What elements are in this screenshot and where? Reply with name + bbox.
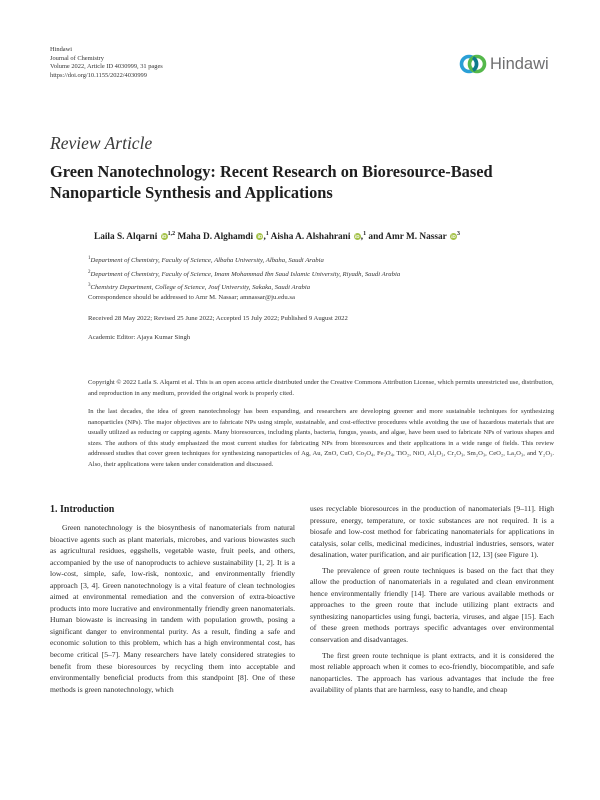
affiliation-ref: 1,2	[167, 231, 176, 237]
abstract-formula: Co₃O₄	[356, 450, 374, 458]
affiliation-ref: 1	[363, 231, 367, 237]
affiliations	[88, 253, 400, 294]
affiliation-item: $^1$Department of Chemistry, Faculty of Science, Albaha University, Albaha, Saudi Arabia	[88, 256, 324, 265]
abstract-formula: CeO₂	[488, 450, 504, 458]
right-column	[310, 503, 554, 696]
author-name[interactable]: Maha D. Alghamdi	[177, 232, 254, 243]
affiliation-item: $^2$Department of Chemistry, Faculty of Science, Imam Mohammad Ibn Saud Islamic University, Riyadh, Saudi Arabia	[88, 269, 401, 278]
hindawi-logo[interactable]	[458, 44, 553, 84]
publisher-name: Hindawi	[50, 46, 73, 53]
affiliation-ref: 1	[265, 231, 269, 237]
author-conjunction: and	[368, 232, 384, 243]
paragraph: The first green route technique is plant extracts, and it is considered the most reliable approach when it comes to eco-friendly, biocompatible, and safe nanoparticles. The approach has various advantages that include the free availability of plants that are harmless, easy to handle, and cheap	[310, 650, 554, 695]
abstract-tail: . Also, their applications were taken under consideration and discussed.	[88, 450, 555, 468]
paragraph: Green nanotechnology is the biosynthesis of nanomaterials from natural bioactive agents such as plant materials, microbes, and various biowastes such as agricultural residues, eggshells, vegetable waste, fruit peels, and others, accompanied by the use of nanoproducts to achieve sustainability [1, 2]. It is a low-cost, simple, safe, low-risk, nontoxic, and environmentally friendly approach [3, 4]. Green nanotechnology is a vital feature of clean technologies aimed at environmental remediation and the conversion of extra-bioactive products into more lucrative and environmentally friendly green nanomaterials. Human biowaste is increasing in tandem with population growth, posing a significant danger to environmental purity. As a result, finding a safe and economic solution to this problem, which has a high environmental cost, has become critical [5–7]. Many researchers have lately considered strategies to benefit from these bioresources by recycling them into acceptable and environmentally beneficial products from this standpoint [8]. One of these methods is green nanotechnology, which	[50, 523, 295, 694]
author-name[interactable]: Amr M. Nassar	[385, 232, 447, 243]
article-title: Green Nanotechnology: Recent Research on Bioresource-Based Nanoparticle Synthesis and Applications	[50, 162, 493, 202]
abstract-text: In the last decades, the idea of green nanotechnology has been expanding, and researchers are developing greener and more sustainable techniques for synthesizing nanoparticles (NPs). The major objectives are to fabricate NPs using simple, sustainable, and cost-effective procedures while avoiding the use of hazardous materials that are usually utilized as reducing or capping agents. Many bioresources, including plants, bacteria, fungus, yeasts, and algae, have been used to fabricate NPs of various shapes and sizes. The authors of this study emphasized the most current studies for fabricating NPs from bioresources and their applications in a wide range of fields. This review addressed studies that cover green techniques for synthesizing nanoparticles of Ag, Au, ZnO, CuO,	[88, 408, 554, 458]
abstract-formula: TiO₂	[396, 450, 410, 458]
paragraph: uses recyclable bioresources in the production of nanomaterials [9–11]. High pressure, energy, temperature, or toxic substances are not required. It is a biosafe and low-cost method for fabricating nanomaterials for applications in catalysis, solar cells, medicinal medicines, industrial industries, sensors, water desalination, water purification, and air purification [12, 13] (see Figure 1).	[310, 504, 554, 560]
volume-info: Volume 2022, Article ID 4030999, 31 pages	[50, 63, 163, 71]
journal-info	[50, 46, 163, 80]
doi-link[interactable]: https://doi.org/10.1155/2022/4030999	[50, 71, 147, 79]
orcid-icon[interactable]: iD	[161, 234, 167, 240]
orcid-icon[interactable]: iD	[257, 234, 263, 240]
logo-text: Hindawi	[490, 54, 549, 73]
author-name[interactable]: Aisha A. Alshahrani	[270, 232, 351, 243]
correspondence: Correspondence should be addressed to Amr M. Nassar; amnassar@ju.edu.sa	[88, 294, 295, 301]
hindawi-logo-icon	[458, 49, 488, 79]
section-heading: 1. Introduction	[50, 504, 115, 515]
abstract-formula: Al₂O₃	[427, 450, 444, 458]
abstract-formula: Fe₃O₄	[376, 450, 393, 458]
abstract-formula: NiO	[412, 450, 425, 458]
abstract-formula: Cr₂O₃	[447, 450, 464, 458]
abstract-formula: Sm₂O₃	[466, 450, 486, 458]
abstract-formula: and Y₂O₃	[526, 450, 553, 458]
left-column	[50, 522, 295, 695]
paragraph: The prevalence of green route techniques is based on the fact that they allow the production of nanomaterials in a regulated and clean environment hence environmentally friendly [14]. There are various available methods or approaches to the green route that include utilizing plant extracts and synthesizing nanoparticles using fungi, bacteria, viruses, and algae [15]. Each of these green methods portrays specific advantages over environmental conservation and disadvantages.	[310, 565, 554, 645]
orcid-icon[interactable]: iD	[355, 234, 360, 240]
journal-name: Journal of Chemistry	[50, 54, 104, 62]
copyright-notice: Copyright © 2022 Laila S. Alqarni et al. This is an open access article distributed under the Creative Commons Attribution License, which permits unrestricted use, distribution, and reproduction in any medium, provided the original work is properly cited.	[88, 379, 554, 397]
affiliation-ref: 3	[456, 231, 460, 237]
article-type: Review Article	[50, 133, 153, 153]
author-list: Laila S. Alqarni iD$^{1,2}$ Maha D. Alghamdi iD,$^1$ Aisha A. Alshahrani iD,$^1$ and Amr M. Nassar $iD^3$	[94, 231, 460, 243]
academic-editor: Academic Editor: Ajaya Kumar Singh	[88, 334, 191, 341]
orcid-icon[interactable]: iD	[451, 234, 456, 240]
abstract-formula: La₂O₃	[506, 450, 524, 458]
affiliation-item: $^3$Chemistry Department, College of Science, Jouf University, Sakaka, Saudi Arabia	[88, 283, 311, 292]
author-name[interactable]: Laila S. Alqarni	[94, 232, 158, 243]
abstract: In the last decades, the idea of green nanotechnology has been expanding, and researchers are developing greener and more sustainable techniques for synthesizing nanoparticles (NPs). The major objectives are to fabricate NPs using simple, sustainable, and cost-effective procedures while avoiding the use of hazardous materials that are usually utilized as reducing or capping agents. Many bioresources, including plants, bacteria, fungus, yeasts, and algae, have been used to fabricate NPs of various shapes and sizes. The authors of this study emphasized the most current studies for fabricating NPs from bioresources and their applications in a wide range of fields. This review addressed studies that cover green techniques for synthesizing nanoparticles of Ag, Au, ZnO, CuO, Co₃O₄, Fe₃O₄, TiO₂, NiO, Al₂O₃, Cr₂O₃, Sm₂O₃, CeO₂, La₂O₃, and Y₂O₃. Also, their applications were taken under consideration and discussed.	[88, 408, 555, 468]
publication-dates: Received 28 May 2022; Revised 25 June 2022; Accepted 15 July 2022; Published 9 August 2022	[88, 315, 348, 322]
